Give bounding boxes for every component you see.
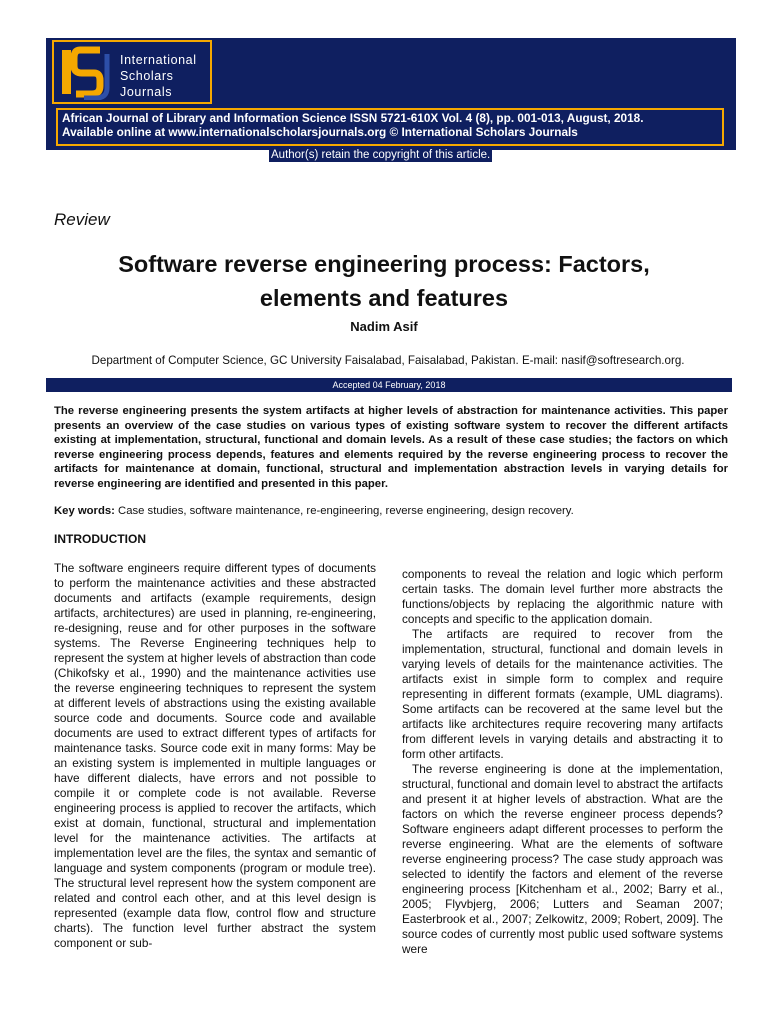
author-affiliation: Department of Computer Science, GC University Faisalabad, Faisalabad, Pakistan. E-mail: nasif@softresearch.org.: [91, 354, 685, 367]
accepted-date-bar: Accepted 04 February, 2018: [46, 378, 732, 392]
author-name: Nadim Asif: [350, 319, 418, 334]
publisher-logo: [52, 40, 212, 104]
title-line: elements and features: [259, 285, 509, 311]
copyright-note: Author(s) retain the copyright of this article.: [271, 149, 491, 161]
keywords: [54, 504, 734, 518]
body-paragraph: The reverse engineering is done at the implementation, structural, functional and domain level to abstract the artifacts and present it at higher levels of abstraction. What are the factors on which the reverse engineer process depends? Software engineers adapt different processes to perform the reverse engineering. What are the elements of software reverse engineering process? The case study approach was selected to identify the factors and element of the reverse engineering process [Kitchenham et al., 2002; Barry et al., 2005; Flyvbjerg, 2006; Lutters and Seaman 2007; Easterbrook et al., 2007; Zelkowitz, 2009; Robert, 2009]. The source codes of currently most public used software systems were: [402, 762, 723, 956]
article-title: [40, 247, 728, 315]
journal-citation: [62, 112, 722, 139]
body-paragraph: components to reveal the relation and logic which perform certain tasks. The domain level further more abstracts the functions/objects by replacing the algorithmic nature with concepts and specific to the application domain.: [402, 567, 723, 626]
abstract: The reverse engineering presents the system artifacts at higher levels of abstraction for maintenance activities. This paper presents an overview of the case studies on various types of existing software system to recover the different artifacts existing at implementation, structural, functional and domain levels. As a result of these case studies; the factors on which reverse engineering process depends, features and elements required by the reverse engineering process to recover the artifacts for maintenance at domain, functional, structural and implementation abstraction levels in varying details for reverse engineering are identified and presented in this paper.: [54, 405, 728, 490]
body-column-right: [402, 567, 723, 957]
body-paragraph: The artifacts are required to recover from the implementation, structural, functional and domain levels in varying levels of details for the maintenance activities. The artifacts exist in simple form to complex and require representing in different formats (example, UML diagrams). Some artifacts can be recovered at the same level but the artifacts like architectures require recovering many artifacts from different levels in varying details and abstracting it to form other artifacts.: [402, 627, 723, 761]
publisher-name-line: Scholars: [120, 69, 174, 83]
keywords-label: Key words:: [54, 505, 115, 517]
section-heading-introduction: INTRODUCTION: [54, 532, 146, 546]
body-paragraph: The software engineers require different types of documents to perform the maintenance activities and these abstracted documents and artifacts (example requirements, design artifacts, architectures) are used in planning, re-engineering, re-designing, reuse and for other purposes in the software systems. The Reverse Engineering techniques help to represent the system at higher levels of abstraction than code (Chikofsky et al., 1990) and the maintenance activities use the reverse engineering techniques to represent the system at different levels of abstractions using the existing available source code and documents. Source code and available documents are used to extract different types of artifacts for maintenance tasks. Source code exit in many forms: May be an existing system is implemented in multiple languages or have different dialects, have errors and not possible to compile it or complete code is not available. Reverse engineering process is applied to recover the artifacts, which exist at domain, functional, structural and implementation level for the maintenance activities. The artifacts at implementation level are the files, the syntax and semantic of language and system components (program or module tree). The structural level represent how the system component are related and control each other, and at this level design is represented (example data flow, control flow and structure charts). The function level further abstract the system component or sub-: [54, 561, 376, 950]
journal-citation-line: African Journal of Library and Information Science ISSN 5721-610X Vol. 4 (8), pp. 001-013, August, 2018.: [62, 111, 644, 125]
title-line: Software reverse engineering process: Factors,: [118, 251, 650, 277]
isj-logo-icon: [60, 44, 112, 100]
journal-citation-line: Available online at www.internationalscholarsjournals.org © International Scholars Journals: [62, 124, 578, 139]
publisher-name-line: Journals: [120, 85, 173, 99]
article-type: Review: [54, 210, 110, 229]
body-column-left: [54, 561, 376, 951]
publisher-name: [120, 52, 197, 100]
publisher-name-line: International: [120, 53, 197, 67]
keywords-list: Case studies, software maintenance, re-engineering, reverse engineering, design recovery.: [118, 505, 574, 517]
